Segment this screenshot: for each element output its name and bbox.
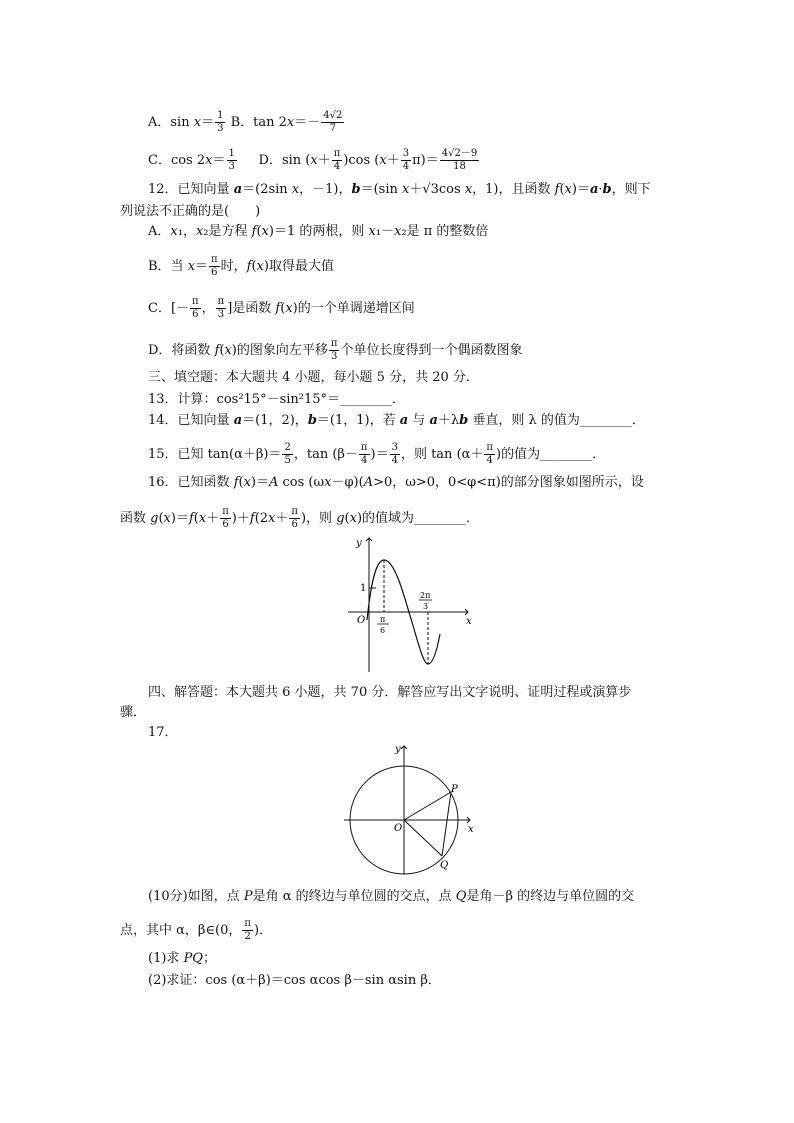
y-label: y	[356, 538, 362, 549]
q16-line-1: 16．已知函数 f(x)＝A cos (ωx－φ)(A>0，ω>0，0<φ<π)的部分图象如图所示，设	[148, 475, 644, 490]
label-1: 1	[360, 583, 367, 594]
q12-stem: 12．已知向量 a＝(2sin x，－1)，b＝(sin x＋√3cos x，1)，且函数 f(x)＝a·b，则下	[148, 182, 651, 197]
q11-option-c: C．cos 2x＝ $\frac{1}{3}$ D．sin (x＋ $\frac{\pi}{4}$ )cos (x＋ $\frac{3}{4}$ π)＝ $\frac{4√2-9}{18}$	[148, 148, 478, 172]
function-graph	[340, 532, 480, 677]
label-2pi: 2π	[420, 591, 431, 600]
q17-part-1: (1)求 PQ；	[148, 951, 216, 966]
q12-option-d: D．将函数 f(x)的图象向左平移 $\frac{\pi}{3}$ 个单位长度得到一个偶函数图象	[148, 338, 523, 362]
ray-oq	[404, 820, 442, 856]
label-pi: π	[380, 615, 386, 624]
unit-circle-figure	[340, 740, 480, 878]
origin-label: O	[394, 823, 403, 834]
segment-pq	[442, 792, 451, 856]
x-label: x	[466, 616, 472, 627]
section-4-line-2: 骤．	[120, 705, 147, 720]
q16-line-2: 函数 g(x)＝f(x＋ $\frac{\pi}{6}$ )＋f(2x＋ $\frac{\pi}{6}$ )，则 g(x)的值域为________．	[120, 506, 480, 530]
q17-line-2: 点，其中 α，β∈(0， $\frac{\pi}{2}$ )．	[120, 918, 273, 942]
x-label: x	[468, 824, 474, 835]
label-6: 6	[380, 626, 386, 635]
y-label: y	[395, 744, 401, 755]
section-3-title: 三、填空题：本大题共 4 小题，每小题 5 分，共 20 分．	[148, 370, 479, 385]
q12-option-c: C．[－ $\frac{\pi}{6}$ ， $\frac{\pi}{3}$ ]是函数 f(x)的一个单调递增区间	[148, 296, 415, 320]
q17-part-2: (2)求证：cos (α＋β)＝cos αcos β－sin αsin β．	[148, 973, 441, 988]
q13: 13．计算：cos²15°－sin²15°＝________．	[148, 392, 406, 407]
section-4-line-1: 四、解答题：本大题共 6 小题，共 70 分．解答应写出文字说明、证明过程或演算步	[148, 685, 632, 700]
origin-label: O	[357, 615, 366, 626]
q17-number: 17．	[148, 725, 178, 740]
q11-option-a: A．sin x＝ $\frac{1}{3}$ B．tan 2x＝－ $\frac{4√2}{7}$	[148, 110, 343, 134]
ray-op	[404, 792, 451, 820]
q12-option-b: B．当 x＝ $\frac{\pi}{6}$ 时，f(x)取得最大值	[148, 254, 334, 278]
label-3: 3	[423, 602, 429, 611]
point-q-label: Q	[440, 860, 449, 871]
point-p-label: P	[451, 784, 458, 795]
q15: 15．已知 tan(α＋β)＝ $\frac{2}{5}$ ，tan (β－ $\frac{\pi}{4}$ )＝ $\frac{3}{4}$ ，则 tan (α＋ $\frac{\pi}{4}$ )的值为________．	[148, 442, 606, 466]
q14: 14．已知向量 a＝(1，2)，b＝(1，1)，若 a 与 a＋λb 垂直，则 λ 的值为________．	[148, 413, 645, 428]
q17-line-1: (10分)如图，点 P是角 α 的终边与单位圆的交点，点 Q是角－β 的终边与单位圆的交	[148, 889, 635, 904]
q12-stem-2: 列说法不正确的是( )	[120, 204, 261, 219]
q12-option-a: A．x₁，x₂是方程 f(x)＝1 的两根，则 x₁－x₂是 π 的整数倍	[148, 224, 489, 239]
